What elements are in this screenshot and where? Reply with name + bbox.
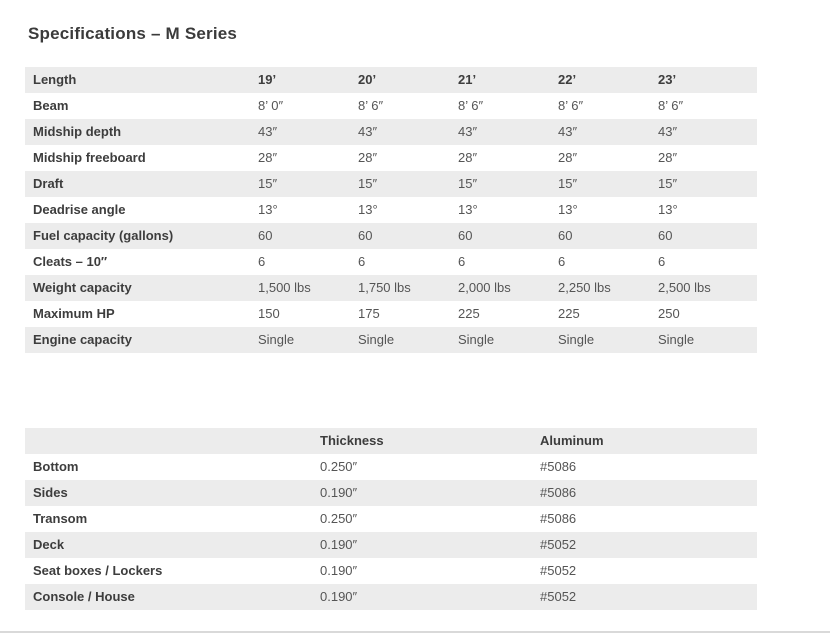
material-row-label: Transom <box>33 511 88 526</box>
spec-cell: 150 <box>258 306 280 321</box>
spec-cell: 6 <box>558 254 566 269</box>
spec-cell: 15″ <box>358 176 378 191</box>
spec-cell: 13° <box>258 202 278 217</box>
table-row-sides <box>25 480 757 506</box>
spec-cell: 6 <box>458 254 466 269</box>
table-row-engine-capacity <box>25 327 757 353</box>
spec-cell: 15″ <box>658 176 678 191</box>
spec-cell: Single <box>658 332 695 347</box>
spec-row-label: Midship depth <box>33 124 122 139</box>
spec-cell: 15″ <box>258 176 278 191</box>
aluminum-cell: #5086 <box>540 459 577 474</box>
material-row-label: Seat boxes / Lockers <box>33 563 163 578</box>
spec-cell: Single <box>358 332 395 347</box>
material-row-label: Console / House <box>33 589 135 604</box>
spec-cell: 60 <box>358 228 373 243</box>
spec-header-label: Length <box>33 72 77 87</box>
aluminum-cell: #5052 <box>540 589 577 604</box>
material-table-header-row <box>25 428 757 454</box>
spec-cell: 1,500 lbs <box>258 280 311 295</box>
spec-header-length-20: 20’ <box>358 72 377 87</box>
table-row-midship-freeboard <box>25 145 757 171</box>
spec-row-label: Weight capacity <box>33 280 132 295</box>
table-row-seat-boxes-lockers <box>25 558 757 584</box>
table-row-console-house <box>25 584 757 610</box>
spec-cell: 28″ <box>458 150 478 165</box>
thickness-cell: 0.250″ <box>320 459 358 474</box>
spec-cell: 28″ <box>558 150 578 165</box>
material-header-empty <box>25 428 320 454</box>
spec-cell: 28″ <box>258 150 278 165</box>
table-row-transom <box>25 506 757 532</box>
table-row-deck <box>25 532 757 558</box>
spec-table-header-row <box>25 67 757 93</box>
spec-cell: 2,500 lbs <box>658 280 711 295</box>
spec-cell: 8’ 6″ <box>358 98 384 113</box>
spec-cell: 8’ 6″ <box>558 98 584 113</box>
spec-cell: 8’ 6″ <box>658 98 684 113</box>
aluminum-cell: #5052 <box>540 563 577 578</box>
thickness-cell: 0.190″ <box>320 537 358 552</box>
spec-cell: 250 <box>658 306 680 321</box>
spec-row-label: Maximum HP <box>33 306 115 321</box>
spec-row-label: Midship freeboard <box>33 150 146 165</box>
spec-row-label: Beam <box>33 98 69 113</box>
spec-cell: 175 <box>358 306 380 321</box>
table-row-deadrise-angle <box>25 197 757 223</box>
spec-header-length-22: 22’ <box>558 72 577 87</box>
spec-row-label: Cleats – 10″ <box>33 254 108 269</box>
spec-cell: 13° <box>458 202 478 217</box>
spec-cell: 6 <box>358 254 366 269</box>
aluminum-cell: #5086 <box>540 511 577 526</box>
spec-cell: 60 <box>658 228 673 243</box>
spec-cell: Single <box>458 332 495 347</box>
thickness-cell: 0.190″ <box>320 485 358 500</box>
table-row-bottom <box>25 454 757 480</box>
spec-cell: 43″ <box>358 124 378 139</box>
spec-cell: 15″ <box>558 176 578 191</box>
spec-cell: 43″ <box>258 124 278 139</box>
spec-cell: Single <box>558 332 595 347</box>
material-row-label: Bottom <box>33 459 79 474</box>
spec-cell: 13° <box>358 202 378 217</box>
material-header-aluminum: Aluminum <box>540 433 604 448</box>
bottom-divider <box>0 631 830 633</box>
table-row-weight-capacity <box>25 275 757 301</box>
spec-cell: 8’ 0″ <box>258 98 284 113</box>
table-row-beam <box>25 93 757 119</box>
table-row-draft <box>25 171 757 197</box>
spec-row-label: Deadrise angle <box>33 202 126 217</box>
spec-cell: 6 <box>658 254 666 269</box>
spec-cell: 2,000 lbs <box>458 280 511 295</box>
spec-cell: 60 <box>458 228 473 243</box>
spec-header-length-21: 21’ <box>458 72 477 87</box>
material-table <box>25 428 757 610</box>
spec-cell: 43″ <box>458 124 478 139</box>
spec-cell: 43″ <box>558 124 578 139</box>
page-title: Specifications – M Series <box>28 24 238 44</box>
spec-cell: 1,750 lbs <box>358 280 411 295</box>
spec-cell: 13° <box>558 202 578 217</box>
table-row-midship-depth <box>25 119 757 145</box>
spec-header-length-19: 19’ <box>258 72 277 87</box>
spec-cell: 13° <box>658 202 678 217</box>
material-row-label: Deck <box>33 537 65 552</box>
material-row-label: Sides <box>33 485 68 500</box>
spec-cell: 60 <box>258 228 273 243</box>
material-header-thickness: Thickness <box>320 433 384 448</box>
thickness-cell: 0.250″ <box>320 511 358 526</box>
spec-cell: 2,250 lbs <box>558 280 611 295</box>
spec-table <box>25 67 757 353</box>
spec-cell: 225 <box>458 306 480 321</box>
aluminum-cell: #5052 <box>540 537 577 552</box>
spec-row-label: Fuel capacity (gallons) <box>33 228 174 243</box>
table-row-cleats <box>25 249 757 275</box>
spec-cell: 28″ <box>358 150 378 165</box>
spec-cell: 225 <box>558 306 580 321</box>
spec-row-label: Engine capacity <box>33 332 132 347</box>
thickness-cell: 0.190″ <box>320 563 358 578</box>
spec-header-length-23: 23’ <box>658 72 677 87</box>
spec-cell: 43″ <box>658 124 678 139</box>
spec-row-label: Draft <box>33 176 64 191</box>
spec-cell: 6 <box>258 254 266 269</box>
spec-cell: 15″ <box>458 176 478 191</box>
spec-cell: 60 <box>558 228 573 243</box>
thickness-cell: 0.190″ <box>320 589 358 604</box>
spec-cell: Single <box>258 332 295 347</box>
aluminum-cell: #5086 <box>540 485 577 500</box>
spec-cell: 8’ 6″ <box>458 98 484 113</box>
table-row-fuel-capacity <box>25 223 757 249</box>
table-row-maximum-hp <box>25 301 757 327</box>
spec-cell: 28″ <box>658 150 678 165</box>
